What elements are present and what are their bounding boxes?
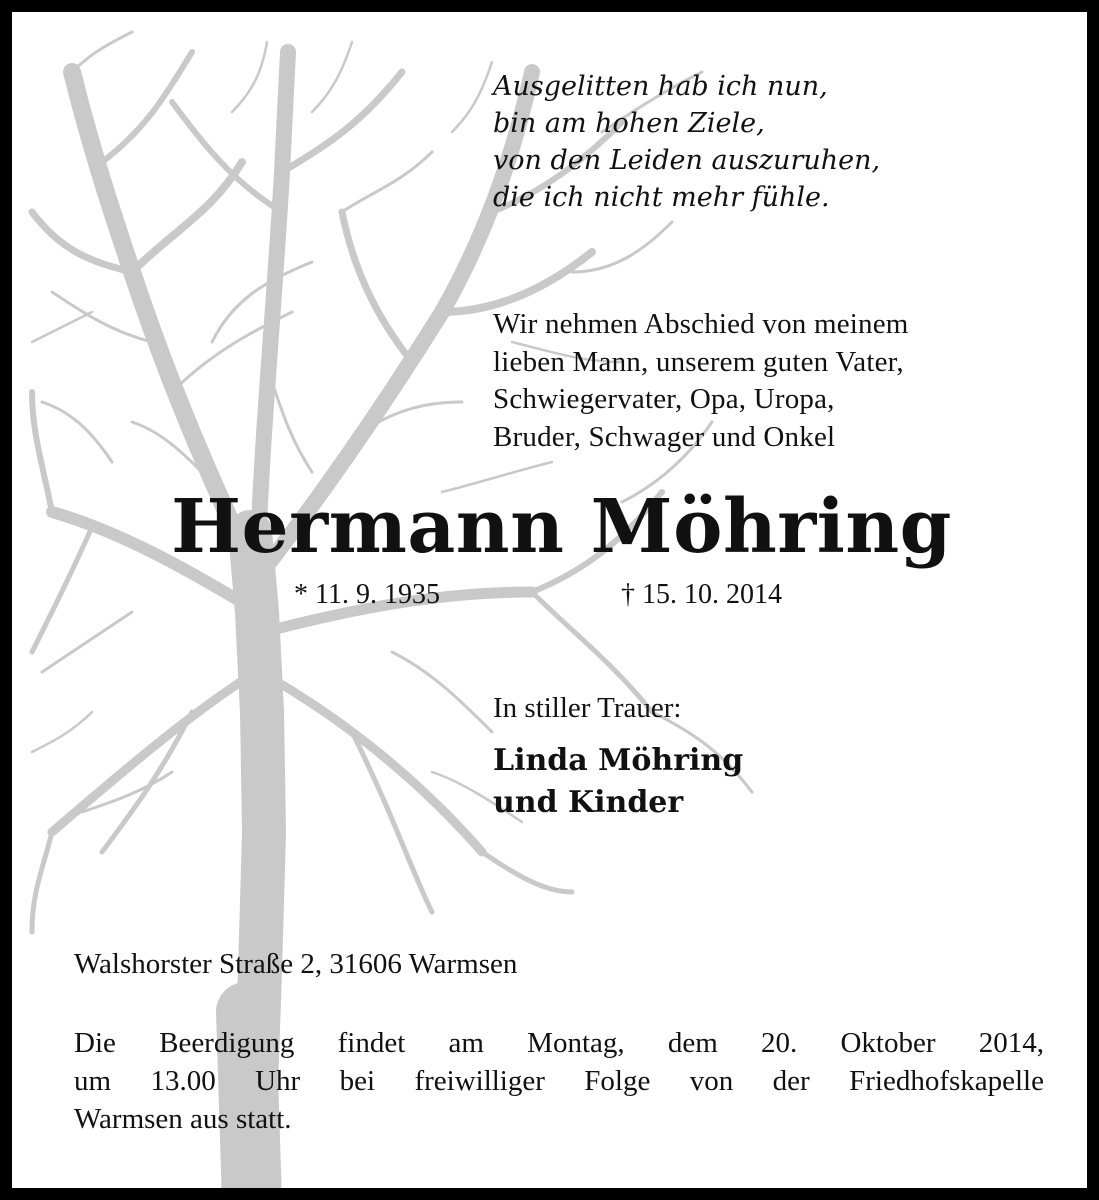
intro-line: Bruder, Schwager und Onkel bbox=[493, 420, 836, 453]
poem-line: die ich nicht mehr fühle. bbox=[493, 182, 830, 213]
mourner-name: Linda Möhring bbox=[493, 743, 744, 778]
deceased-name: Hermann Möhring bbox=[171, 484, 952, 570]
funeral-notice bbox=[74, 1024, 1044, 1138]
address: Walshorster Straße 2, 31606 Warmsen bbox=[74, 948, 518, 980]
poem-line: bin am hohen Ziele, bbox=[493, 108, 765, 139]
intro-line: Wir nehmen Abschied von meinem bbox=[493, 308, 909, 340]
mourner-name: und Kinder bbox=[493, 785, 684, 820]
poem-verse bbox=[493, 68, 880, 216]
intro-line: Schwiegervater, Opa, Uropa, bbox=[493, 383, 835, 415]
funeral-line: Die Beerdigung findet am Montag, dem 20. Oktober 2014, bbox=[74, 1027, 1044, 1059]
poem-line: von den Leiden auszuruhen, bbox=[493, 145, 881, 176]
mourner-names bbox=[493, 740, 743, 824]
poem-line: Ausgelitten hab ich nun, bbox=[493, 71, 828, 102]
farewell-intro bbox=[493, 306, 909, 456]
mourning-label: In stiller Trauer: bbox=[493, 692, 682, 724]
birth-date: * 11. 9. 1935 bbox=[294, 579, 440, 610]
funeral-line: Warmsen aus statt. bbox=[74, 1103, 292, 1135]
intro-line: lieben Mann, unserem guten Vater, bbox=[493, 345, 904, 378]
death-date: † 15. 10. 2014 bbox=[621, 579, 782, 610]
funeral-line: um 13.00 Uhr bei freiwilliger Folge von der Friedhofskapelle bbox=[74, 1065, 1044, 1097]
